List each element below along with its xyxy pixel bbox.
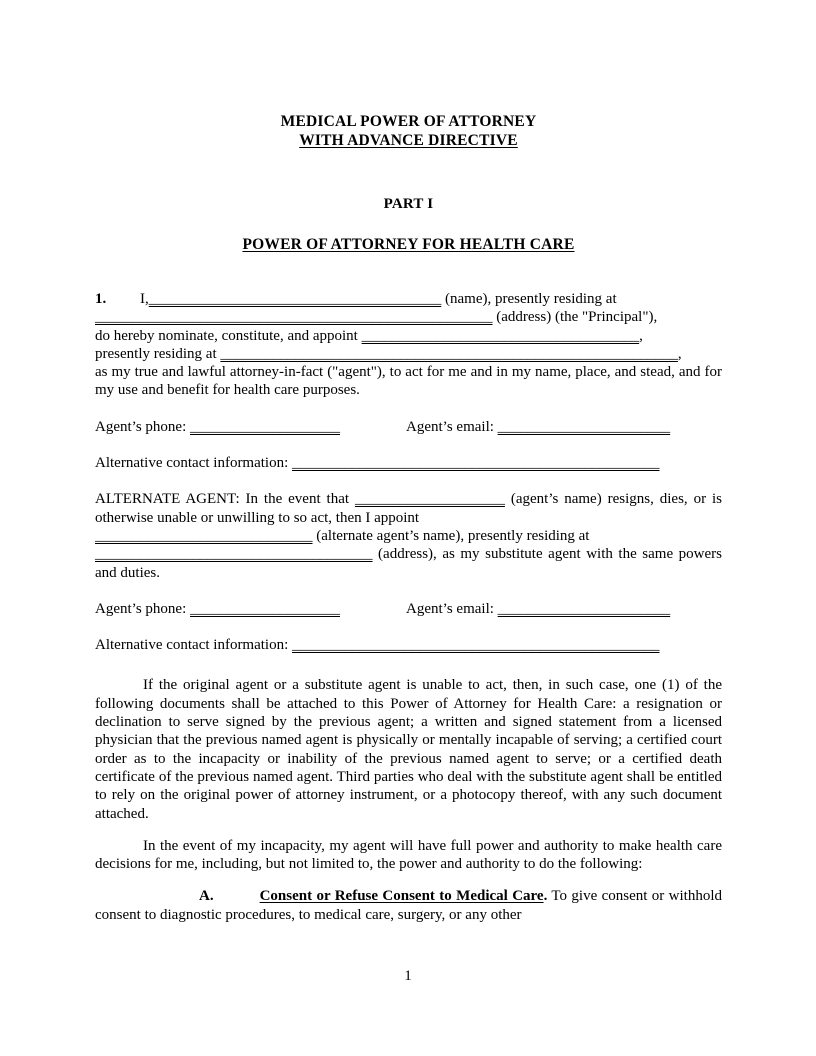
agent-alt-contact-label: Alternative contact information:: [95, 455, 289, 472]
document-title-block: [95, 0, 722, 150]
section-a-letter: A.: [199, 888, 214, 905]
alternate-agent-alt-contact-blank[interactable]: _________________________________________________: [292, 637, 660, 654]
successor-documents-paragraph: If the original agent or a substitute agent is unable to act, then, in such case, one (1) of the following documents shall be attached to this Power of Attorney for Health Care: a resignation or declination to serve signed by the previous agent; a written and signed statement from a licensed physician that the previous named agent is physically or mentally incapable of serving; a certified court order as to the incapacity or inability of the previous named agent to serve; or a certified death certificate of the previous named agent. Third parties who deal with the substitute agent shall be entitled to rely on the original power of attorney instrument, or a photocopy thereof, with any such document attached.: [95, 677, 722, 822]
principal-address-blank[interactable]: _____________________________________________________: [95, 309, 493, 326]
incapacity-powers-paragraph: In the event of my incapacity, my agent will have full power and authority to make health care decisions for me, including, but not limited to, the power and authority to do the following:: [95, 837, 722, 873]
alternate-agent-current-name-blank[interactable]: ____________________: [354, 491, 505, 508]
alternate-agent-after-alt-name: (alternate agent’s name), presently residing at: [312, 527, 590, 544]
page-number: 1: [404, 968, 412, 984]
agent-address-blank[interactable]: _____________________________________________________________: [220, 345, 678, 362]
alternate-agent-alt-contact-label: Alternative contact information:: [95, 637, 289, 654]
section-a-title: Consent or Refuse Consent to Medical Care: [259, 888, 544, 905]
clause-1-comma-1: ,: [639, 327, 643, 344]
alternate-agent-address-blank[interactable]: _____________________________________: [95, 546, 373, 563]
clause-1-closing-text: as my true and lawful attorney-in-fact ("agent"), to act for me and in my name, place, and stead, and for my use and benefit for health care purposes.: [95, 364, 722, 399]
agent-alt-contact-row: [95, 454, 722, 472]
page-content: [95, 0, 722, 924]
alternate-agent-phone-label: Agent’s phone:: [95, 600, 187, 617]
agent-email-blank[interactable]: _______________________: [497, 418, 671, 435]
agent-phone-email-row: [95, 418, 722, 436]
alternate-agent-email-label: Agent’s email:: [406, 600, 494, 617]
section-a-paragraph: [95, 887, 722, 924]
clause-1-number: 1.: [95, 291, 107, 307]
agent-phone-label: Agent’s phone:: [95, 418, 187, 435]
section-a-body: To give consent or withhold consent to diagnostic procedures, to medical care, surgery, or any other: [95, 888, 723, 923]
clause-1-paragraph: [95, 290, 722, 400]
alternate-agent-phone-blank[interactable]: ____________________: [190, 600, 340, 617]
clause-1-after-address: (address) (the "Principal"),: [492, 309, 658, 326]
agent-alt-contact-blank[interactable]: _________________________________________________: [292, 455, 660, 472]
agent-phone-blank[interactable]: ____________________: [190, 418, 340, 435]
alternate-agent-heading: ALTERNATE AGENT: [95, 491, 236, 508]
clause-1-i-text: I,: [140, 291, 149, 307]
part-heading: PART I: [383, 196, 434, 212]
alternate-agent-paragraph: [95, 490, 722, 581]
document-title-line-2: WITH ADVANCE DIRECTIVE: [299, 132, 518, 149]
alternate-agent-email-blank[interactable]: _______________________: [497, 600, 671, 617]
clause-1-comma-2: ,: [677, 345, 682, 362]
agent-name-blank[interactable]: _____________________________________: [361, 327, 640, 344]
alternate-agent-name-blank[interactable]: _____________________________: [95, 527, 313, 544]
principal-name-blank[interactable]: _______________________________________: [148, 291, 442, 307]
agent-email-label: Agent’s email:: [406, 418, 494, 435]
document-title-line-1: MEDICAL POWER OF ATTORNEY: [280, 113, 537, 130]
alternate-agent-phone-email-row: [95, 600, 722, 618]
alternate-agent-after-name: (agent’s name) resigns, dies, or is otherwise unable or unwilling to so act, then I appoint: [95, 491, 722, 526]
alternate-agent-after-alt-address: (address), as my substitute agent with the same powers and duties.: [95, 546, 722, 581]
alternate-agent-alt-contact-row: [95, 636, 722, 654]
section-a-title-period: .: [543, 888, 548, 905]
section-heading: POWER OF ATTORNEY FOR HEALTH CARE: [242, 236, 575, 253]
alternate-agent-colon-text: : In the event that: [235, 491, 350, 508]
clause-1-after-name: (name), presently residing at: [441, 291, 617, 307]
clause-1-nominate-text: do hereby nominate, constitute, and appoint: [95, 327, 358, 344]
clause-1-residing-label: presently residing at: [95, 345, 217, 362]
